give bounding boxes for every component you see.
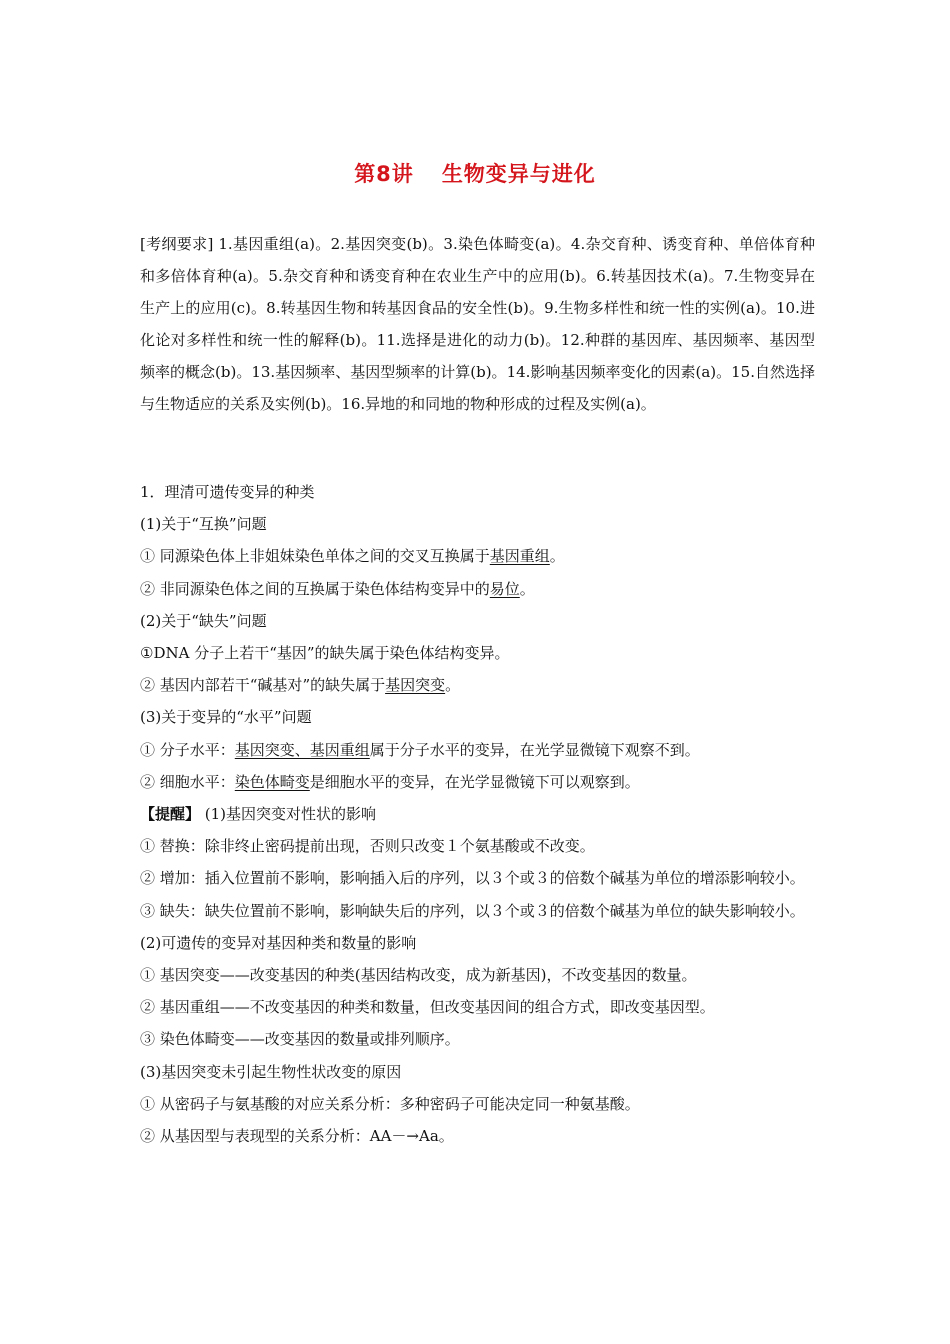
key-term: 染色体畸变	[234, 772, 310, 791]
section-heading: 1．理清可遗传变异的种类	[140, 483, 315, 501]
lecture-number: 第8讲	[354, 162, 414, 186]
subsection-title: (1)关于“互换”问题	[140, 515, 267, 534]
requirements-label: [考纲要求]	[140, 235, 214, 253]
page-title	[0, 158, 950, 188]
tip-label: 【提醒】	[140, 805, 201, 824]
list-item: ①DNA 分子上若干“基因”的缺失属于染色体结构变异。	[140, 644, 510, 663]
subsection-title: (2)关于“缺失”问题	[140, 611, 267, 630]
subsection-title: (2)可遗传的变异对基因种类和数量的影响	[140, 933, 417, 952]
list-item: ② 非同源染色体之间的互换属于染色体结构变异中的易位。	[140, 579, 535, 598]
list-item: ① 基因突变——改变基因的种类(基因结构改变，成为新基因)，不改变基因的数量。	[140, 966, 697, 985]
key-term: 基因突变	[385, 676, 446, 695]
main-content	[140, 476, 815, 1152]
list-item: ③ 缺失：缺失位置前不影响，影响缺失后的序列，以３个或３的倍数个碱基为单位的缺失影响较小。	[140, 901, 805, 920]
list-item: ② 基因重组——不改变基因的种类和数量，但改变基因间的组合方式，即改变基因型。	[140, 998, 715, 1017]
list-item: ① 从密码子与氨基酸的对应关系分析：多种密码子可能决定同一种氨基酸。	[140, 1094, 640, 1113]
key-term: 基因重组	[489, 547, 550, 566]
list-item: ① 替换：除非终止密码提前出现，否则只改变１个氨基酸或不改变。	[140, 837, 595, 856]
list-item: ① 同源染色体上非姐妹染色单体之间的交叉互换属于基因重组。	[140, 547, 565, 566]
list-item: ② 基因内部若干“碱基对”的缺失属于基因突变。	[140, 676, 461, 695]
exam-requirements	[140, 228, 815, 420]
requirements-text: 1.基因重组(a)。2.基因突变(b)。3.染色体畸变(a)。4.杂交育种、诱变育种、单倍体育种和多倍体育种(a)。5.杂交育种和诱变育种在农业生产中的应用(b)。6.转基因技术(a)。7.生物变异在生产上的应用(c)。8.转基因生物和转基因食品的安全性(b)。9.生物多样性和统一性的实例(a)。10.进化论对多样性和统一性的解释(b)。11.选择是进化的动力(b)。12.种群的基因库、基因频率、基因型频率的概念(b)。13.基因频率、基因型频率的计算(b)。14.影响基因频率变化的因素(a)。15.自然选择与生物适应的关系及实例(b)。16.异地的和同地的物种形成的过程及实例(a)。	[140, 235, 815, 413]
list-item: ① 分子水平：基因突变、基因重组属于分子水平的变异，在光学显微镜下观察不到。	[140, 740, 700, 759]
tip-heading: 【提醒】 (1)基因突变对性状的影响	[140, 805, 377, 824]
list-item: ② 增加：插入位置前不影响，影响插入后的序列，以３个或３的倍数个碱基为单位的增添影响较小。	[140, 869, 805, 888]
list-item: ③ 染色体畸变——改变基因的数量或排列顺序。	[140, 1030, 460, 1049]
key-term: 基因突变、基因重组	[234, 740, 370, 759]
list-item: ② 从基因型与表现型的关系分析：AA－→Aa。	[140, 1127, 454, 1146]
subsection-title: (3)关于变异的“水平”问题	[140, 708, 312, 727]
subsection-title: (3)基因突变未引起生物性状改变的原因	[140, 1062, 402, 1081]
list-item: ② 细胞水平：染色体畸变是细胞水平的变异，在光学显微镜下可以观察到。	[140, 772, 640, 791]
key-term: 易位	[489, 579, 520, 598]
lecture-topic: 生物变异与进化	[441, 162, 596, 186]
